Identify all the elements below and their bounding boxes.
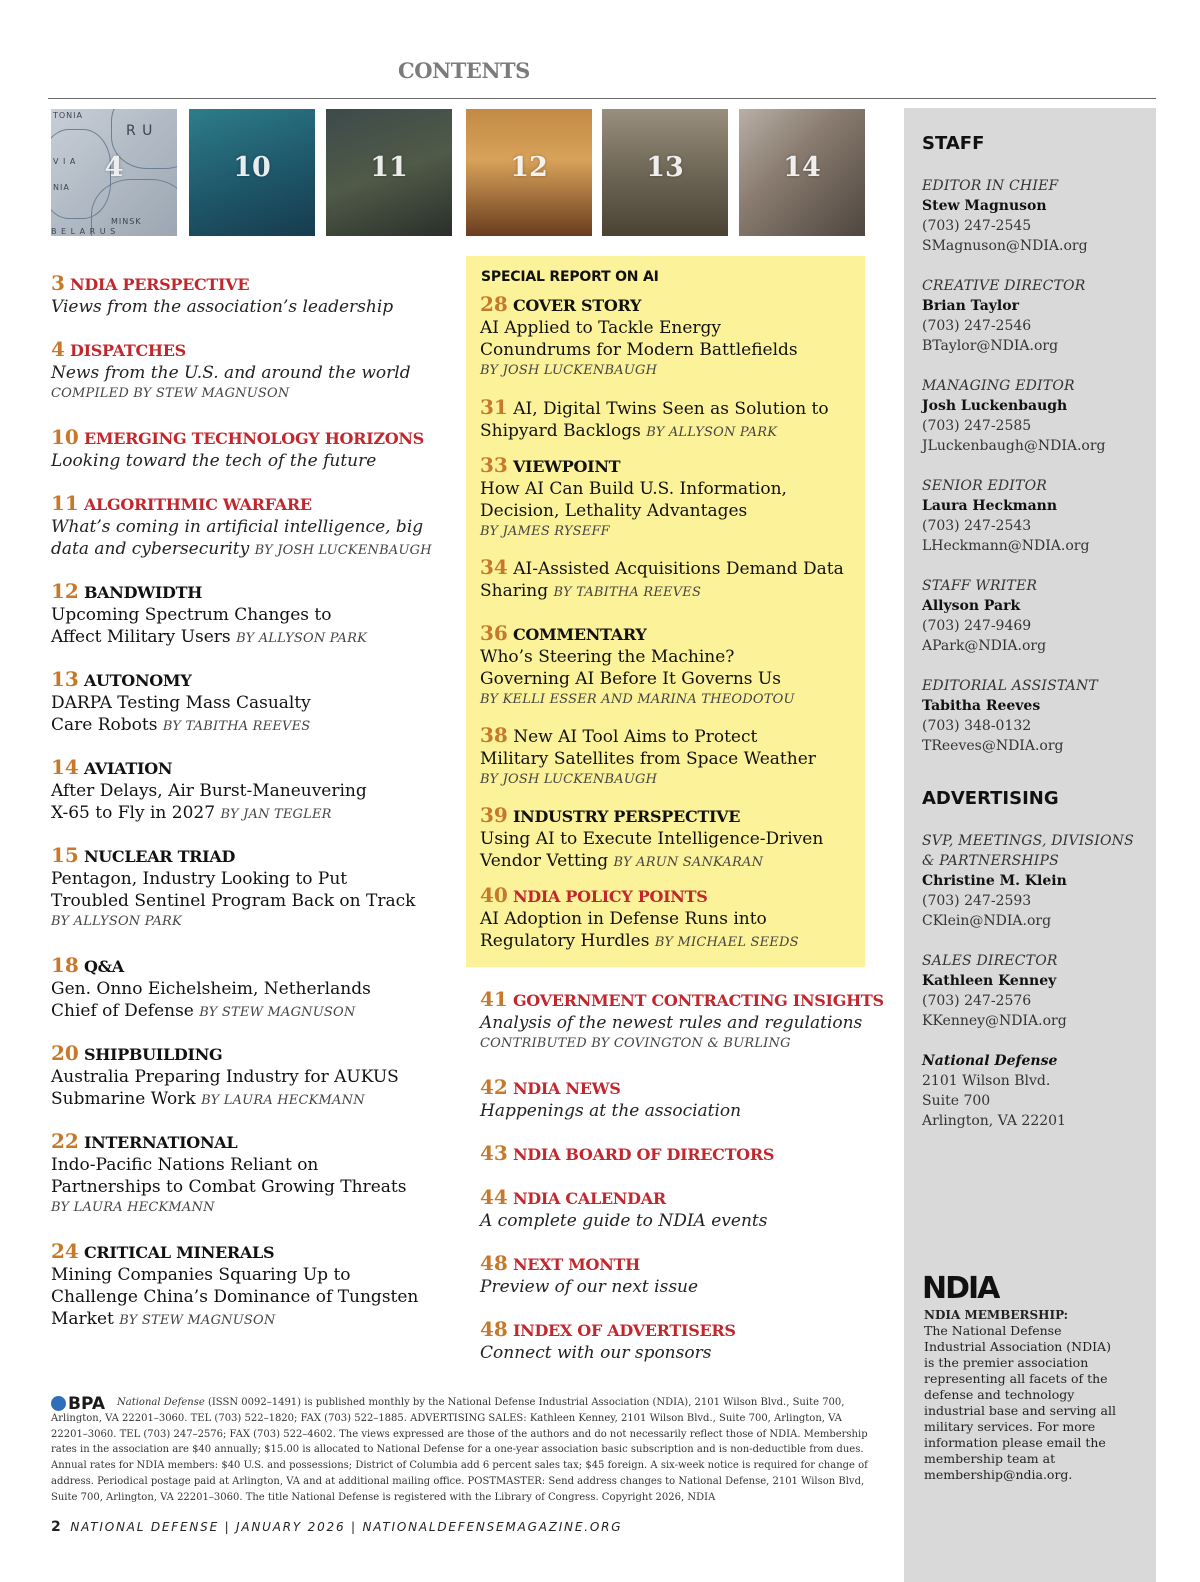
toc-entry[interactable] (480, 1076, 880, 1122)
page-number: 12 (51, 579, 79, 603)
staff-name: Stew Magnuson (922, 198, 1047, 214)
page-number: 15 (51, 843, 79, 867)
section-kicker: SHIPBUILDING (83, 1045, 223, 1064)
advertising-heading: ADVERTISING (922, 788, 1059, 809)
staff-member (922, 676, 1150, 756)
article-title: AI-Assisted Acquisitions Demand Data (513, 559, 844, 579)
footer-page-number: 2 (51, 1519, 61, 1535)
staff-name: Christine M. Klein (922, 873, 1067, 889)
section-kicker: INDEX OF ADVERTISERS (512, 1321, 736, 1340)
staff-phone: (703) 247-2585 (922, 418, 1032, 434)
byline: BY STEW MAGNUSON (199, 1005, 356, 1020)
article-title: Regulatory Hurdles (480, 931, 650, 951)
article-title: Looking toward the tech of the future (51, 451, 377, 471)
page-number: 36 (480, 621, 508, 645)
toc-entry[interactable] (480, 884, 880, 954)
article-title: Analysis of the newest rules and regulations (480, 1013, 863, 1033)
staff-name: Tabitha Reeves (922, 698, 1041, 714)
section-kicker: COVER STORY (512, 296, 642, 315)
map-label: NIA (53, 183, 70, 192)
staff-role: SVP, MEETINGS, DIVISIONS (922, 833, 1134, 849)
membership-heading: NDIA MEMBERSHIP: (924, 1308, 1069, 1322)
staff-role: CREATIVE DIRECTOR (922, 278, 1086, 294)
staff-phone: (703) 247-2593 (922, 893, 1032, 909)
staff-email[interactable]: JLuckenbaugh@NDIA.org (922, 438, 1106, 454)
map-label: MINSK (111, 217, 142, 226)
address-line: Suite 700 (922, 1093, 991, 1109)
article-title: After Delays, Air Burst-Maneuvering (51, 781, 367, 801)
staff-member (922, 951, 1150, 1031)
byline: BY JOSH LUCKENBAUGH (254, 543, 432, 558)
page-number: 44 (480, 1185, 508, 1209)
page-number: 3 (51, 271, 65, 295)
article-title: Upcoming Spectrum Changes to (51, 605, 332, 625)
article-title: Troubled Sentinel Program Back on Track (51, 891, 416, 911)
page-title: CONTENTS (398, 58, 530, 83)
staff-role: SALES DIRECTOR (922, 953, 1058, 969)
article-title: Submarine Work (51, 1089, 196, 1109)
thumbnail-number: 10 (233, 152, 271, 183)
section-kicker: NUCLEAR TRIAD (83, 847, 236, 866)
membership-text: The National Defense Industrial Association (NDIA) is the premier association representing all facets of the defense and technology industrial base and serving all military services. For more information please email the membership team at membership@ndia.org. (924, 1323, 1116, 1482)
byline: BY KELLI ESSER AND MARINA THEODOTOU (480, 692, 795, 707)
publication-name: National Defense (922, 1053, 1058, 1069)
section-kicker: GOVERNMENT CONTRACTING INSIGHTS (512, 991, 884, 1010)
article-title: Mining Companies Squaring Up to (51, 1265, 351, 1285)
byline: CONTRIBUTED BY COVINGTON & BURLING (480, 1036, 791, 1051)
special-report-label: SPECIAL REPORT ON AI (481, 269, 659, 285)
page-number: 4 (51, 337, 65, 361)
section-kicker: NDIA CALENDAR (512, 1189, 666, 1208)
article-title: Partnerships to Combat Growing Threats (51, 1177, 407, 1197)
staff-email[interactable]: SMagnuson@NDIA.org (922, 238, 1088, 254)
page-number: 39 (480, 803, 508, 827)
section-kicker: NDIA BOARD OF DIRECTORS (512, 1145, 775, 1164)
page-number: 18 (51, 953, 79, 977)
page-number: 28 (480, 292, 508, 316)
staff-email[interactable]: APark@NDIA.org (922, 638, 1047, 654)
article-title: DARPA Testing Mass Casualty (51, 693, 311, 713)
byline: BY JOSH LUCKENBAUGH (480, 772, 658, 787)
article-title: X-65 to Fly in 2027 (51, 803, 216, 823)
staff-phone: (703) 247-2543 (922, 518, 1032, 534)
article-title: Vendor Vetting (480, 851, 609, 871)
section-kicker: NDIA PERSPECTIVE (70, 275, 250, 294)
section-kicker: NDIA NEWS (512, 1079, 621, 1098)
toc-entry[interactable] (51, 272, 451, 318)
toc-entry[interactable] (51, 492, 451, 562)
page-number: 33 (480, 453, 508, 477)
staff-heading: STAFF (922, 133, 985, 154)
section-kicker: VIEWPOINT (512, 457, 621, 476)
staff-member (922, 176, 1150, 256)
staff-email[interactable]: BTaylor@NDIA.org (922, 338, 1059, 354)
staff-role: EDITORIAL ASSISTANT (922, 678, 1098, 694)
article-title: What’s coming in artificial intelligence, big (51, 517, 424, 537)
staff-member (922, 576, 1150, 656)
article-title: Using AI to Execute Intelligence-Driven (480, 829, 824, 849)
article-title: A complete guide to NDIA events (480, 1211, 768, 1231)
toc-entry[interactable] (480, 1252, 880, 1298)
thumbnail-page-13[interactable] (602, 109, 728, 236)
toc-entry[interactable] (480, 1186, 880, 1232)
toc-entry[interactable] (51, 844, 451, 932)
byline: BY LAURA HECKMANN (201, 1093, 365, 1108)
section-kicker: COMMENTARY (512, 625, 647, 644)
byline: BY LAURA HECKMANN (51, 1200, 215, 1215)
staff-member (922, 376, 1150, 456)
staff-phone: (703) 247-2546 (922, 318, 1032, 334)
article-title: Challenge China’s Dominance of Tungsten (51, 1287, 419, 1307)
address-line: 2101 Wilson Blvd. (922, 1073, 1051, 1089)
top-rule (48, 98, 1156, 99)
toc-entry[interactable] (51, 338, 451, 404)
byline: COMPILED BY STEW MAGNUSON (51, 386, 290, 401)
section-kicker: DISPATCHES (70, 341, 186, 360)
toc-entry[interactable] (51, 1240, 451, 1332)
page-number: 13 (51, 667, 79, 691)
toc-entry[interactable] (51, 580, 451, 650)
toc-entry[interactable] (51, 756, 451, 826)
page-number: 22 (51, 1129, 79, 1153)
toc-entry[interactable] (480, 987, 884, 1054)
staff-name: Kathleen Kenney (922, 973, 1057, 989)
staff-role: MANAGING EDITOR (922, 378, 1075, 394)
membership-blurb (924, 1307, 1124, 1483)
article-title: Shipyard Backlogs (480, 421, 641, 441)
staff-name: Josh Luckenbaugh (922, 398, 1068, 414)
thumbnail-number: 14 (783, 152, 821, 183)
section-kicker: INDUSTRY PERSPECTIVE (512, 807, 741, 826)
thumbnail-page-12[interactable] (466, 109, 592, 236)
page-number: 48 (480, 1251, 508, 1275)
toc-entry[interactable] (480, 1318, 880, 1364)
section-kicker: Q&A (83, 957, 124, 976)
staff-role: & PARTNERSHIPS (922, 853, 1059, 869)
toc-entry[interactable] (480, 724, 880, 790)
staff-name: Allyson Park (922, 598, 1021, 614)
staff-member (922, 476, 1150, 556)
section-kicker: INTERNATIONAL (83, 1133, 238, 1152)
page-number: 31 (480, 395, 508, 419)
thumbnail-page-10[interactable] (189, 109, 315, 236)
article-title: Affect Military Users (51, 627, 231, 647)
article-title: Governing AI Before It Governs Us (480, 669, 781, 689)
staff-email[interactable]: CKlein@NDIA.org (922, 913, 1052, 929)
page-number: 34 (480, 555, 508, 579)
byline: BY ARUN SANKARAN (613, 855, 764, 870)
staff-phone: (703) 247-2576 (922, 993, 1032, 1009)
article-title: Happenings at the association (480, 1101, 742, 1121)
article-title: Sharing (480, 581, 549, 601)
article-title: Australia Preparing Industry for AUKUS (51, 1067, 399, 1087)
staff-phone: (703) 247-2545 (922, 218, 1032, 234)
article-title: Connect with our sponsors (480, 1343, 712, 1363)
staff-role: EDITOR IN CHIEF (922, 178, 1059, 194)
thumbnail-page-14[interactable] (739, 109, 865, 236)
toc-entry[interactable] (480, 1142, 880, 1166)
article-title: AI Applied to Tackle Energy (480, 318, 722, 338)
map-label: V I A (53, 157, 77, 166)
toc-entry[interactable] (480, 396, 880, 444)
staff-email[interactable]: TReeves@NDIA.org (922, 738, 1064, 754)
toc-entry[interactable] (51, 954, 451, 1024)
byline: BY TABITHA REEVES (162, 719, 311, 734)
thumbnail-page-11[interactable] (326, 109, 452, 236)
article-title: Military Satellites from Space Weather (480, 749, 816, 769)
section-kicker: AVIATION (83, 759, 173, 778)
fine-print-publication: National Defense (117, 1397, 205, 1408)
toc-entry[interactable] (51, 426, 451, 472)
byline: BY TABITHA REEVES (553, 585, 702, 600)
toc-entry[interactable] (480, 293, 880, 381)
article-title: Decision, Lethality Advantages (480, 501, 748, 521)
staff-phone: (703) 348-0132 (922, 718, 1032, 734)
toc-entry[interactable] (51, 1130, 451, 1218)
thumbnail-number: 4 (104, 152, 124, 183)
byline: BY ALLYSON PARK (236, 631, 368, 646)
staff-member (922, 276, 1150, 356)
section-kicker: NDIA POLICY POINTS (512, 887, 708, 906)
section-kicker: EMERGING TECHNOLOGY HORIZONS (83, 429, 424, 448)
page-number: 40 (480, 883, 508, 907)
article-title: Views from the association’s leadership (51, 297, 394, 317)
byline: BY ALLYSON PARK (51, 914, 182, 929)
toc-entry[interactable] (51, 668, 451, 738)
article-title: Gen. Onno Eichelsheim, Netherlands (51, 979, 371, 999)
page-number: 24 (51, 1239, 79, 1263)
toc-entry[interactable] (480, 804, 880, 874)
article-title: Pentagon, Industry Looking to Put (51, 869, 348, 889)
page-number: 48 (480, 1317, 508, 1341)
byline: BY MICHAEL SEEDS (654, 935, 799, 950)
article-title: New AI Tool Aims to Protect (513, 727, 758, 747)
article-title: Indo-Pacific Nations Reliant on (51, 1155, 319, 1175)
page-number: 11 (51, 491, 79, 515)
article-title: Care Robots (51, 715, 158, 735)
staff-email[interactable]: LHeckmann@NDIA.org (922, 538, 1090, 554)
staff-email[interactable]: KKenney@NDIA.org (922, 1013, 1067, 1029)
footer-text: NATIONAL DEFENSE | JANUARY 2026 | NATIONALDEFENSEMAGAZINE.ORG (70, 1520, 623, 1534)
thumbnail-page-4[interactable] (51, 109, 177, 236)
article-title: Preview of our next issue (480, 1277, 699, 1297)
thumbnail-number: 11 (370, 152, 408, 183)
page-footer (51, 1519, 622, 1535)
staff-member (922, 831, 1150, 931)
mailing-address (922, 1051, 1150, 1131)
article-title: data and cybersecurity (51, 539, 250, 559)
section-kicker: NEXT MONTH (512, 1255, 640, 1274)
article-title: Market (51, 1309, 114, 1329)
staff-name: Brian Taylor (922, 298, 1019, 314)
page-number: 41 (480, 987, 508, 1011)
address-line: Arlington, VA 22201 (922, 1113, 1066, 1129)
byline: BY JAN TEGLER (220, 807, 332, 822)
page-number: 38 (480, 723, 508, 747)
section-kicker: CRITICAL MINERALS (83, 1243, 275, 1262)
article-title: AI, Digital Twins Seen as Solution to (513, 399, 829, 419)
thumbnail-number: 13 (646, 152, 684, 183)
byline: BY ALLYSON PARK (646, 425, 778, 440)
toc-entry[interactable] (480, 454, 880, 542)
article-title: AI Adoption in Defense Runs into (480, 909, 767, 929)
thumbnail-number: 12 (510, 152, 548, 183)
ndia-logo: NDIA (922, 1271, 999, 1306)
section-kicker: BANDWIDTH (83, 583, 203, 602)
publication-fine-print (51, 1395, 877, 1506)
toc-entry[interactable] (480, 622, 880, 710)
page-number: 10 (51, 425, 79, 449)
article-title: News from the U.S. and around the world (51, 363, 411, 383)
staff-name: Laura Heckmann (922, 498, 1058, 514)
article-title: How AI Can Build U.S. Information, (480, 479, 787, 499)
map-label: R U (126, 123, 154, 139)
staff-phone: (703) 247-9469 (922, 618, 1032, 634)
map-label: TONIA (53, 111, 83, 120)
page-number: 14 (51, 755, 79, 779)
article-title: Conundrums for Modern Battlefields (480, 340, 798, 360)
article-title: Chief of Defense (51, 1001, 194, 1021)
map-label: B E L A R U S (51, 227, 117, 236)
fine-print-text: (ISSN 0092–1491) is published monthly by the National Defense Industrial Association (NDIA), 2101 Wilson Blvd., Suite 700, Arlington, VA 22201–3060. TEL (703) 522–1820; FAX (703) 522–1885. ADVERTISING SALES: Kathleen Kenney, 2101 Wilson Blvd., Suite 700, Arlington, VA 22201–3060. TEL (703) 247–2576; FAX (703) 522–4602. The views expressed are those of the authors and do not necessarily reflect those of NDIA. Membership rates in the association are $40 annually; $15.00 is allocated to National Defense for a one-year association basic subscription and is non-deductible from dues. Annual rates for NDIA members: $40 U.S. and possessions; District of Columbia add 6 percent sales tax; $45 foreign. A six-week notice is required for change of address. Periodical postage paid at Arlington, VA and at additional mailing office. POSTMASTER: Send address changes to National Defense, 2101 Wilson Blvd, Suite 700, Arlington, VA 22201–3060. The title National Defense is registered with the Library of Congress. Copyright 2026, NDIA (51, 1397, 868, 1503)
section-kicker: AUTONOMY (83, 671, 192, 690)
section-kicker: ALGORITHMIC WARFARE (83, 495, 312, 514)
byline: BY JOSH LUCKENBAUGH (480, 363, 658, 378)
staff-role: SENIOR EDITOR (922, 478, 1047, 494)
byline: BY JAMES RYSEFF (480, 524, 610, 539)
byline: BY STEW MAGNUSON (119, 1313, 276, 1328)
staff-role: STAFF WRITER (922, 578, 1038, 594)
bpa-logo-text: BPA (68, 1394, 106, 1414)
page-number: 42 (480, 1075, 508, 1099)
toc-entry[interactable] (480, 556, 880, 604)
page-number: 43 (480, 1141, 508, 1165)
article-title: Who’s Steering the Machine? (480, 647, 735, 667)
page-number: 20 (51, 1041, 79, 1065)
toc-entry[interactable] (51, 1042, 451, 1112)
